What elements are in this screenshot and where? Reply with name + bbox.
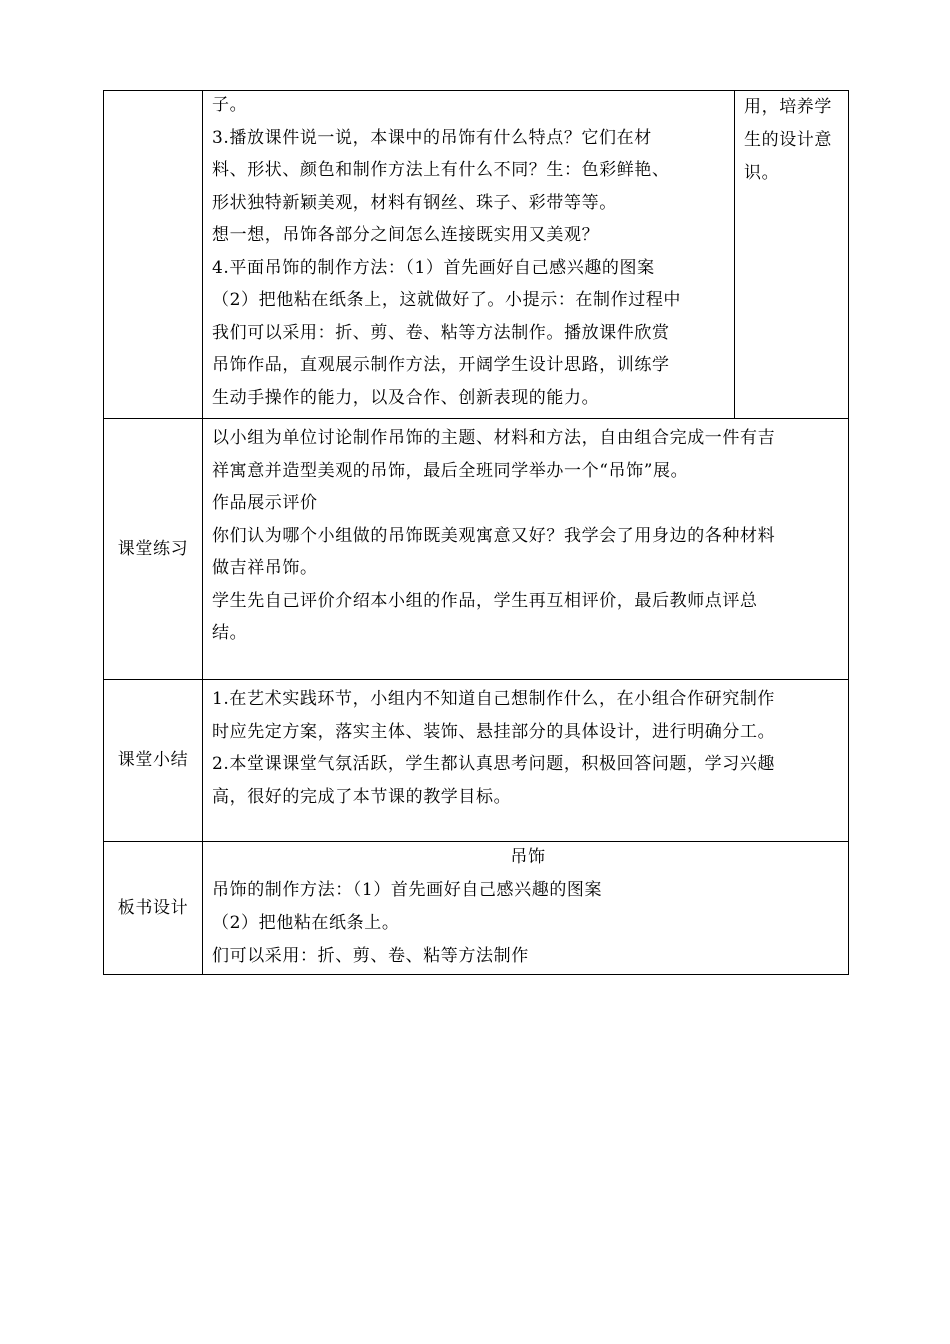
table-row xyxy=(104,842,849,975)
row-label-cell xyxy=(104,419,203,680)
row-label-cell xyxy=(104,91,203,419)
row-note-cell xyxy=(735,91,849,419)
content-line: 们可以采用：折、剪、卷、粘等方法制作 xyxy=(212,946,529,966)
content-line: 4.平面吊饰的制作方法：（1）首先画好自己感兴趣的图案 xyxy=(212,257,655,278)
row-content-cell xyxy=(203,680,849,842)
content-line: 做吉祥吊饰。 xyxy=(212,558,318,578)
row-content-cell xyxy=(203,842,849,975)
content-line: 学生先自己评价介绍本小组的作品，学生再互相评价，最后教师点评总 xyxy=(212,590,758,611)
row-content-cell xyxy=(203,91,735,419)
content-line: 时应先定方案，落实主体、装饰、悬挂部分的具体设计，进行明确分工。 xyxy=(212,721,776,742)
content-line: 作品展示评价 xyxy=(212,493,318,513)
board-heading: 吊饰 xyxy=(510,847,546,867)
note-line: 生的设计意 xyxy=(744,130,832,150)
row-label-cell xyxy=(104,842,203,975)
content-line: （2）把他粘在纸条上。 xyxy=(212,913,400,933)
content-line: 生动手操作的能力，以及合作、创新表现的能力。 xyxy=(212,387,600,408)
content-line: 形状独特新颖美观，材料有钢丝、珠子、彩带等等。 xyxy=(212,192,617,213)
content-line: 吊饰作品，直观展示制作方法，开阔学生设计思路，训练学 xyxy=(212,355,670,375)
content-line: 我们可以采用：折、剪、卷、粘等方法制作。播放课件欣赏 xyxy=(212,322,670,343)
content-line: 祥寓意并造型美观的吊饰，最后全班同学举办一个“吊饰”展。 xyxy=(212,460,689,481)
content-line: 吊饰的制作方法：（1）首先画好自己感兴趣的图案 xyxy=(212,880,603,900)
content-line: 以小组为单位讨论制作吊饰的主题、材料和方法，自由组合完成一件有吉 xyxy=(212,428,776,448)
row-label-cell xyxy=(104,680,203,842)
content-line: 料、形状、颜色和制作方法上有什么不同？生：色彩鲜艳、 xyxy=(212,160,670,180)
content-line: 高，很好的完成了本节课的教学目标。 xyxy=(212,786,512,807)
table-row xyxy=(104,419,849,680)
content-line: 2.本堂课课堂气氛活跃，学生都认真思考问题，积极回答问题，学习兴趣 xyxy=(212,754,776,774)
note-line: 用，培养学 xyxy=(744,97,832,117)
content-line: 子。 xyxy=(212,95,248,115)
content-line: 想一想，吊饰各部分之间怎么连接既实用又美观？ xyxy=(212,225,600,245)
table-row xyxy=(104,680,849,842)
row-label: 课堂练习 xyxy=(117,538,189,559)
content-line: 1.在艺术实践环节，小组内不知道自己想制作什么，在小组合作研究制作 xyxy=(212,689,776,709)
content-line: 3.播放课件说一说，本课中的吊饰有什么特点？它们在材 xyxy=(212,127,652,148)
note-line: 识。 xyxy=(744,163,780,183)
row-content-cell xyxy=(203,419,849,680)
row-label: 板书设计 xyxy=(117,897,189,918)
row-label: 课堂小结 xyxy=(117,750,189,771)
content-line: （2）把他粘在纸条上，这就做好了。小提示：在制作过程中 xyxy=(212,290,682,310)
table-row xyxy=(104,91,849,419)
content-line: 你们认为哪个小组做的吊饰既美观寓意又好？我学会了用身边的各种材料 xyxy=(212,525,776,546)
lesson-plan-table xyxy=(103,90,849,975)
content-line: 结。 xyxy=(212,623,248,643)
